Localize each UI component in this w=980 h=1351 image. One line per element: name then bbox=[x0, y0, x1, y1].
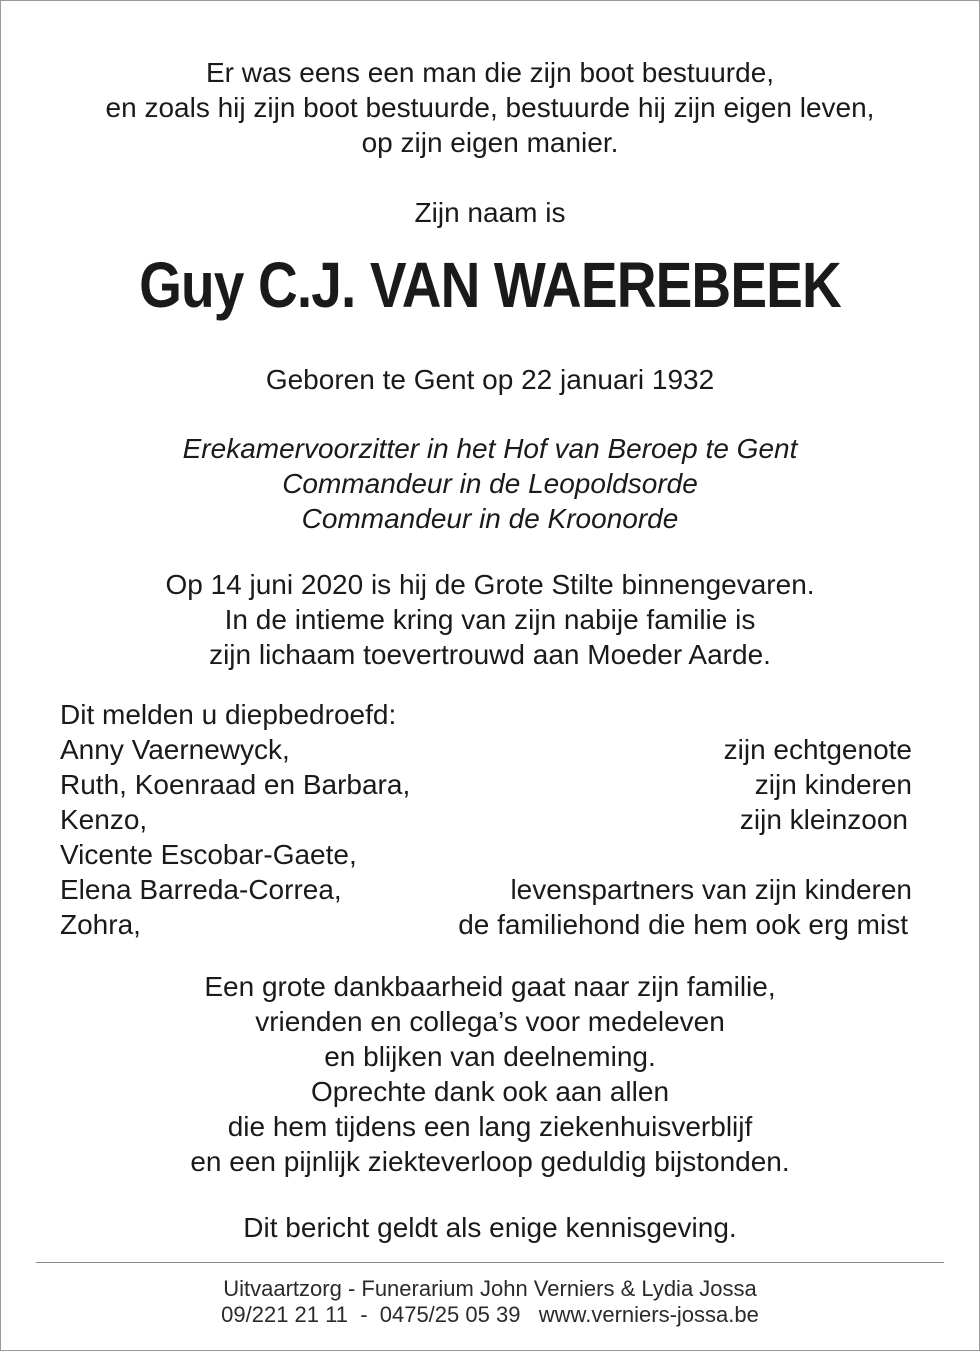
opening-poem bbox=[0, 55, 980, 160]
family-member-row bbox=[60, 732, 914, 767]
family-member-row bbox=[60, 872, 914, 907]
family-member-row bbox=[60, 767, 914, 802]
title-line: Commandeur in de Leopoldsorde bbox=[282, 468, 698, 499]
deceased-name: Guy C.J. VAN WAEREBEEK bbox=[139, 249, 841, 321]
poem-line: Er was eens een man die zijn boot bestuurde, bbox=[205, 57, 775, 88]
death-line: In de intieme kring van zijn nabije familie is bbox=[224, 604, 756, 635]
thanks-line: die hem tijdens een lang ziekenhuisverblijf bbox=[227, 1111, 753, 1142]
family-heading-text: Dit melden u diepbedroefd: bbox=[60, 699, 397, 730]
family-member-name: Kenzo, bbox=[60, 804, 148, 835]
family-member-name: Zohra, bbox=[60, 909, 141, 940]
thanks-line: en een pijnlijk ziekteverloop geduldig bijstonden. bbox=[190, 1146, 790, 1177]
birth-line: Geboren te Gent op 22 januari 1932 bbox=[265, 364, 715, 395]
family-member-row bbox=[60, 837, 914, 872]
title-line: Erekamervoorzitter in het Hof van Beroep te Gent bbox=[182, 433, 798, 464]
family-member-role: zijn kleinzoon bbox=[739, 804, 908, 835]
family-member-name: Vicente Escobar-Gaete, bbox=[60, 839, 357, 870]
family-member-name: Elena Barreda-Correa, bbox=[60, 874, 342, 905]
family-heading bbox=[60, 697, 914, 732]
family-list bbox=[60, 697, 914, 942]
death-line: zijn lichaam toevertrouwd aan Moeder Aarde. bbox=[209, 639, 771, 670]
family-member-role: zijn echtgenote bbox=[723, 734, 912, 765]
honorary-titles bbox=[0, 431, 980, 536]
thanks-line: vrienden en collega’s voor medeleven bbox=[255, 1006, 725, 1037]
funeral-home-contact: 09/221 21 11 - 0475/25 05 39 www.verniers-jossa.be bbox=[221, 1302, 759, 1327]
footer-divider bbox=[36, 1262, 944, 1263]
family-member-role bbox=[912, 837, 914, 872]
funeral-home-footer bbox=[0, 1276, 980, 1328]
thanks-line: en blijken van deelneming. bbox=[324, 1041, 656, 1072]
name-intro: Zijn naam is bbox=[414, 197, 566, 228]
title-line: Commandeur in de Kroonorde bbox=[301, 503, 679, 534]
family-member-name: Ruth, Koenraad en Barbara, bbox=[60, 769, 411, 800]
thanks-paragraph bbox=[0, 969, 980, 1179]
funeral-home-name: Uitvaartzorg - Funerarium John Verniers & Lydia Jossa bbox=[223, 1276, 757, 1301]
family-member-name: Anny Vaernewyck, bbox=[60, 734, 290, 765]
family-member-role: zijn kinderen bbox=[754, 769, 912, 800]
death-line: Op 14 juni 2020 is hij de Grote Stilte binnengevaren. bbox=[165, 569, 815, 600]
death-announcement bbox=[0, 567, 980, 672]
family-member-role: levenspartners van zijn kinderen bbox=[510, 874, 912, 905]
thanks-line: Oprechte dank ook aan allen bbox=[310, 1076, 670, 1107]
thanks-line: Een grote dankbaarheid gaat naar zijn familie, bbox=[204, 971, 776, 1002]
sole-notice: Dit bericht geldt als enige kennisgeving. bbox=[243, 1212, 737, 1243]
poem-line: op zijn eigen manier. bbox=[361, 127, 619, 158]
family-member-row bbox=[60, 802, 914, 837]
family-member-role: de familiehond die hem ook erg mist bbox=[458, 909, 908, 940]
poem-line: en zoals hij zijn boot bestuurde, bestuurde hij zijn eigen leven, bbox=[105, 92, 875, 123]
family-member-row bbox=[60, 907, 914, 942]
